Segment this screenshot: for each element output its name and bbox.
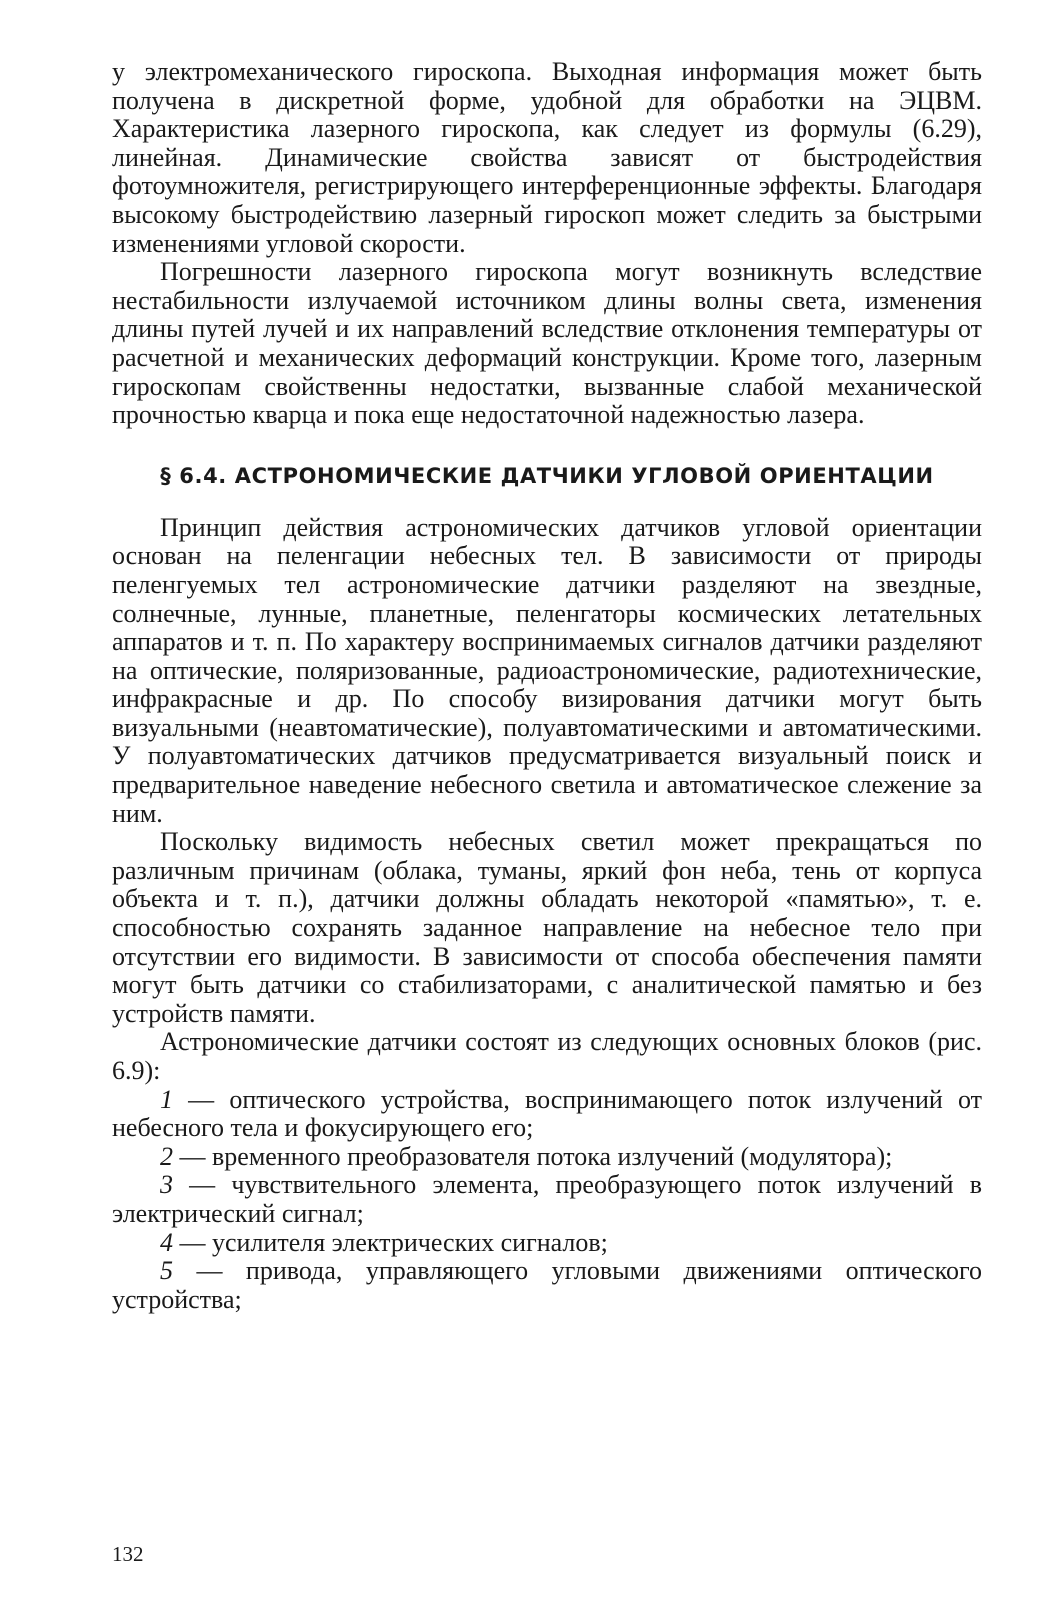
list-item-text: — чувствительного элемента, преобразующего поток излучений в электрический сигнал;: [112, 1170, 982, 1228]
list-item: [112, 1229, 982, 1258]
list-item-number: 2: [160, 1141, 173, 1171]
list-item: [112, 1143, 982, 1172]
paragraph-memory: Поскольку видимость небесных светил может прекращаться по различным причинам (облака, туманы, яркий фон неба, тень от корпуса объекта и т. п.), датчики должны обладать некоторой «памятью», т. е. способностью сохранять заданное направление на небесное тело при отсутствии его видимости. В зависимости от способа обеспечения памяти могут быть датчики со стабилизаторами, с аналитической памятью и без устройств памяти.: [112, 827, 982, 1028]
list-item-number: 3: [160, 1170, 173, 1200]
list-item: [112, 1257, 982, 1314]
list-item-text: — оптического устройства, воспринимающего поток излучений от небесного тела и фокусирующего его;: [112, 1084, 982, 1143]
list-item-number: 5: [160, 1256, 173, 1286]
list-item: [112, 1086, 982, 1143]
paragraph-continuation: у электромеханического гироскопа. Выходная информация может быть получена в дискретной форме, удобной для обработки на ЭЦВМ. Характеристика лазерного гироскопа, как следует из формулы (6.29), линейная. Динамические свойства зависят от быстродействия фотоумножителя, регистрирующего интерференционные эффекты. Благодаря высокому быстродействию лазерный гироскоп может следить за быстрыми изменениями угловой скорости.: [112, 57, 982, 258]
list-item-number: 4: [160, 1227, 173, 1257]
section-heading: § 6.4. АСТРОНОМИЧЕСКИЕ ДАТЧИКИ УГЛОВОЙ ОРИЕНТАЦИИ: [160, 463, 934, 488]
list-item-number: 1: [160, 1084, 173, 1114]
paragraph-blocks-intro: Астрономические датчики состоят из следующих основных блоков (рис. 6.9):: [112, 1027, 982, 1085]
list-item-text: — привода, управляющего угловыми движениями оптического устройства;: [112, 1256, 982, 1314]
page-number: 132: [112, 1542, 144, 1566]
list-item: [112, 1171, 982, 1228]
page-content: [112, 58, 982, 1314]
list-item-text: — временного преобразователя потока излучений (модулятора);: [173, 1141, 893, 1171]
paragraph-principle: Принцип действия астрономических датчиков угловой ориентации основан на пеленгации небесных тел. В зависимости от природы пеленгуемых тел астрономические датчики разделяют на звездные, солнечные, лунные, планетные, пеленгаторы космических летательных аппаратов и т. п. По характеру воспринимаемых сигналов датчики разделяют на оптические, поляризованные, радиоастрономические, радиотехнические, инфракрасные и др. По способу визирования датчики могут быть визуальными (неавтоматические), полуавтоматическими и автоматическими. У полуавтоматических датчиков предусматривается визуальный поиск и предварительное наведение небесного светила и автоматическое слежение за ним.: [112, 512, 982, 828]
blocks-list: [112, 1086, 982, 1315]
list-item-text: — усилителя электрических сигналов;: [173, 1227, 608, 1257]
paragraph-gyro-errors: Погрешности лазерного гироскопа могут возникнуть вследствие нестабильности излучаемой источником длины волны света, изменения длины путей лучей и их направлений вследствие отклонения температуры от расчетной и механических деформаций конструкции. Кроме того, лазерным гироскопам свойственны недостатки, вызванные слабой механической прочностью кварца и пока еще недостаточной надежностью лазера.: [112, 257, 982, 430]
